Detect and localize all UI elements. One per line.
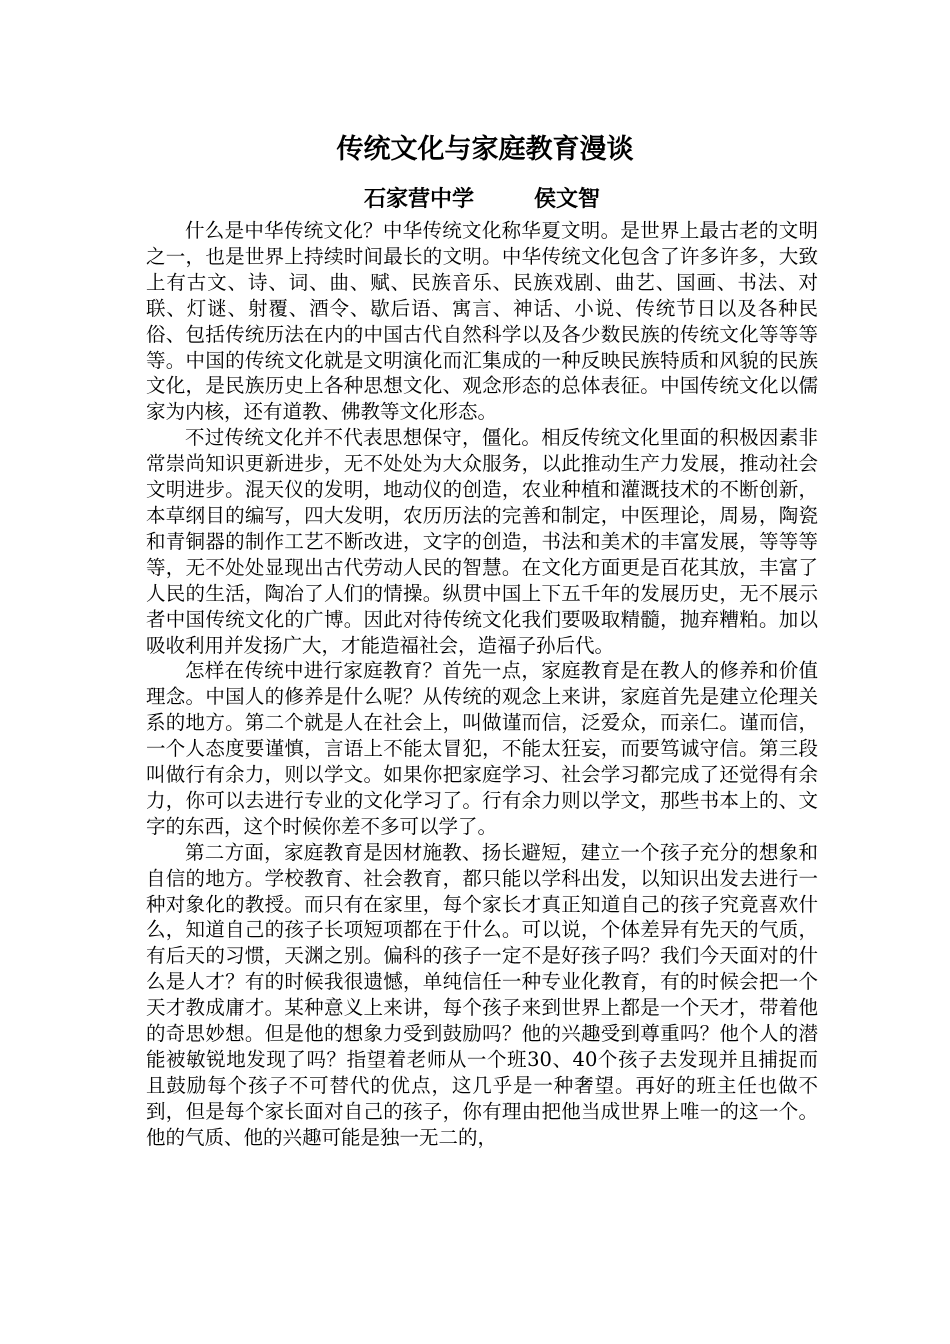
paragraph-1: 什么是中华传统文化？中华传统文化称华夏文明。是世界上最古老的文明之一，也是世界上持续时间最长的文明。中华传统文化包含了许多许多，大致上有古文、诗、词、曲、赋、民族音乐、民族戏剧、曲艺、国画、书法、对联、灯谜、射覆、酒令、歇后语、寓言、神话、小说、传统节日以及各种民俗、包括传统历法在内的中国古代自然科学以及各少数民族的传统文化等等等等。中国的传统文化就是文明演化而汇集成的一种反映民族特质和风貌的民族文化，是民族历史上各种思想文化、观念形态的总体表征。中国传统文化以儒家为内核，还有道教、佛教等文化形态。	[146, 219, 818, 424]
author-name: 侯文智	[534, 186, 601, 212]
byline	[146, 182, 818, 216]
document-title: 传统文化与家庭教育漫谈	[336, 134, 634, 165]
paragraph-3: 怎样在传统中进行家庭教育？首先一点，家庭教育是在教人的修养和价值理念。中国人的修养是什么呢？从传统的观念上来讲，家庭首先是建立伦理关系的地方。第二个就是人在社会上，叫做谨而信，泛爱众，而亲仁。谨而信，一个人态度要谨慎，言语上不能太冒犯，不能太狂妄，而要笃诚守信。第三段叫做行有余力，则以学文。如果你把家庭学习、社会学习都完成了还觉得有余力，你可以去进行专业的文化学习了。行有余力则以学文，那些书本上的、文字的东西，这个时候你差不多可以学了。	[146, 659, 818, 838]
paragraph-2: 不过传统文化并不代表思想保守，僵化。相反传统文化里面的积极因素非常崇尚知识更新进步，无不处处为大众服务，以此推动生产力发展，推动社会文明进步。混天仪的发明，地动仪的创造，农业种植和灌溉技术的不断创新，本草纲目的编写，四大发明，农历历法的完善和制定，中医理论，周易，陶瓷和青铜器的制作工艺不断改进，文字的创造，书法和美术的丰富发展，等等等等，无不处处显现出古代劳动人民的智慧。在文化方面更是百花其放，丰富了人民的生活，陶冶了人们的情操。纵贯中国上下五千年的发展历史，无不展示者中国传统文化的广博。因此对待传统文化我们要吸取精髓，抛弃糟粕。加以吸收利用并发扬广大，才能造福社会，造福子孙后代。	[146, 426, 818, 657]
body-text	[146, 218, 818, 1151]
school-name: 石家营中学	[363, 186, 474, 212]
document-content	[146, 130, 818, 1151]
paragraph-4: 第二方面，家庭教育是因材施教、扬长避短，建立一个孩子充分的想象和自信的地方。学校教育、社会教育，都只能以学科出发，以知识出发去进行一种对象化的教授。而只有在家里，每个家长才真正知道自己的孩子究竟喜欢什么，知道自己的孩子长项短项都在于什么。可以说，个体差异有先天的气质，有后天的习惯，天渊之别。偏科的孩子一定不是好孩子吗？我们今天面对的什么是人才？有的时候我很遗憾，单纯信任一种专业化教育，有的时候会把一个天才教成庸才。某种意义上来讲，每个孩子来到世界上都是一个天才，带着他的奇思妙想。但是他的想象力受到鼓励吗？他的兴趣受到尊重吗？他个人的潜能被敏锐地发现了吗？指望着老师从一个班30、40个孩子去发现并且捕捉而且鼓励每个孩子不可替代的优点，这几乎是一种奢望。再好的班主任也做不到，但是每个家长面对自己的孩子，你有理由把他当成世界上唯一的这一个。他的气质、他的兴趣可能是独一无二的，	[146, 840, 818, 1149]
